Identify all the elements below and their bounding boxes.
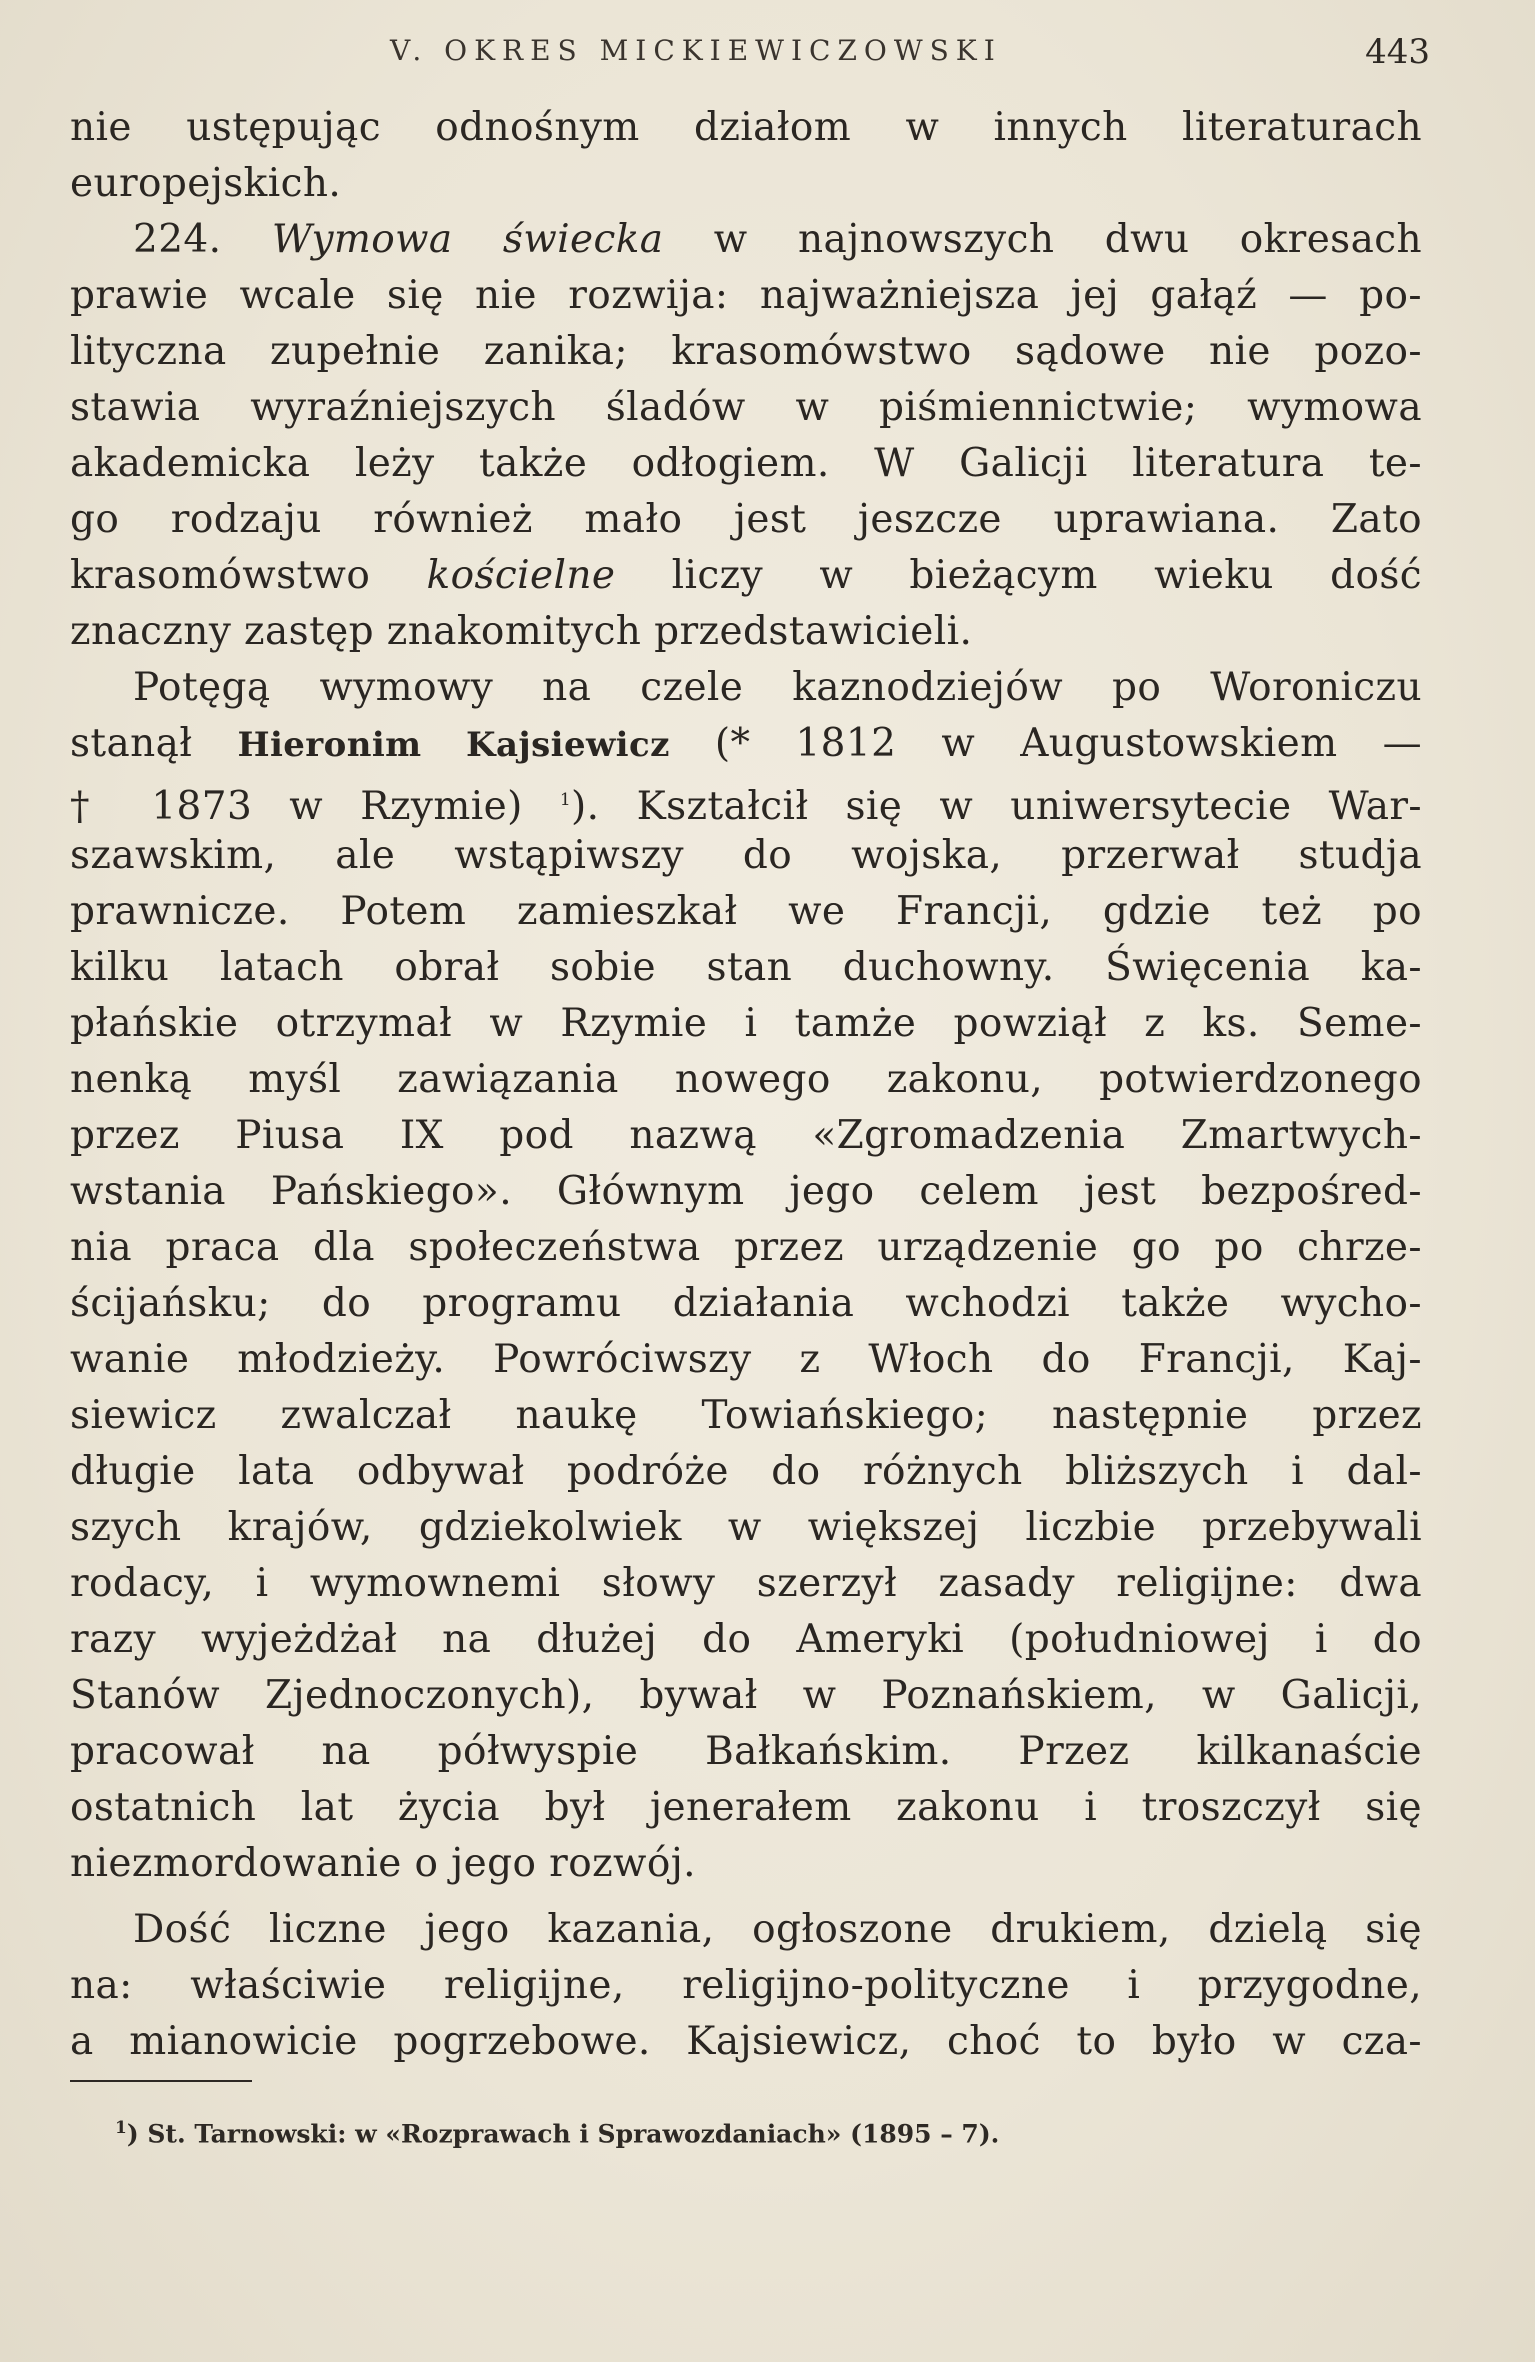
text-line: szawskim, ale wstąpiwszy do wojska, przerwał studja — [70, 833, 1422, 878]
paragraph-gap — [70, 1892, 1422, 1902]
text-line: Dość liczne jego kazania, ogłoszone drukiem, dzielą się — [133, 1907, 1422, 1952]
text-line — [70, 716, 1422, 772]
text-line: europejskich. — [70, 161, 342, 206]
text-line: a mianowicie pogrzebowe. Kajsiewicz, choć to było w cza- — [70, 2019, 1422, 2064]
text-line: ostatnich lat życia był jenerałem zakonu i troszczył się — [70, 1785, 1422, 1830]
page-number: 443 — [1365, 32, 1430, 72]
text-line: nia praca dla społeczeństwa przez urządzenie go po chrze- — [70, 1225, 1422, 1270]
footnote-text: ) St. Tarnowski: w «Rozprawach i Sprawozdaniach» (1895 – 7). — [126, 2119, 1000, 2149]
text-line: nie ustępując odnośnym działom w innych literaturach — [70, 105, 1422, 150]
emphasis-term: kościelne — [426, 553, 616, 598]
text-line: go rodzaju również mało jest jeszcze uprawiana. Zato — [70, 497, 1422, 542]
text-line: płańskie otrzymał w Rzymie i tamże powziął z ks. Seme- — [70, 1001, 1422, 1046]
text-line: nenką myśl zawiązania nowego zakonu, potwierdzonego — [70, 1057, 1422, 1102]
text-line: lityczna zupełnie zanika; krasomówstwo sądowe nie pozo- — [70, 329, 1422, 374]
text-run: krasomówstwo — [70, 553, 427, 598]
footnote-reference[interactable]: 1 — [559, 790, 572, 810]
text-line: szych krajów, gdziekolwiek w większej liczbie przebywali — [70, 1505, 1422, 1550]
text-line: rodacy, i wymownemi słowy szerzył zasady religijne: dwa — [70, 1561, 1422, 1606]
text-line — [70, 212, 1422, 268]
text-run: stanął — [70, 721, 238, 766]
text-run: † 1873 w Rzymie) — [70, 784, 560, 829]
page-header — [70, 28, 1430, 78]
person-name: Hieronim Kajsiewicz — [237, 725, 670, 765]
footnote — [115, 2118, 999, 2148]
text-line: prawie wcale się nie rozwija: najważniejsza jej gałąź — po- — [70, 273, 1422, 318]
footnote-separator — [70, 2080, 252, 2082]
text-line: akademicka leży także odłogiem. W Galicji literatura te- — [70, 441, 1422, 486]
text-line: niezmordowanie o jego rozwój. — [70, 1841, 696, 1886]
text-line: znaczny zastęp znakomitych przedstawicieli. — [70, 609, 973, 654]
text-line: wanie młodzieży. Powróciwszy z Włoch do Francji, Kaj- — [70, 1337, 1422, 1382]
text-line: wstania Pańskiego». Głównym jego celem jest bezpośred- — [70, 1169, 1422, 1214]
text-run: (* 1812 w Augustowskiem — — [669, 721, 1422, 766]
text-line: siewicz zwalczał naukę Towiańskiego; następnie przez — [70, 1393, 1422, 1438]
text-line: przez Piusa IX pod nazwą «Zgromadzenia Zmartwych- — [70, 1113, 1422, 1158]
text-line: długie lata odbywał podróże do różnych bliższych i dal- — [70, 1449, 1422, 1494]
text-line: stawia wyraźniejszych śladów w piśmiennictwie; wymowa — [70, 385, 1422, 430]
text-line: Potęgą wymowy na czele kaznodziejów po Woroniczu — [133, 665, 1422, 710]
running-head: V. OKRES MICKIEWICZOWSKI — [390, 34, 1002, 67]
text-run: w najnowszych dwu okresach — [663, 217, 1422, 262]
text-line: ścijańsku; do programu działania wchodzi także wycho- — [70, 1281, 1422, 1326]
section-number: 224. — [133, 217, 222, 262]
text-run: ). Kształcił się w uniwersytecie War- — [571, 784, 1422, 829]
text-line: prawnicze. Potem zamieszkał we Francji, gdzie też po — [70, 889, 1422, 934]
text-line — [70, 772, 1422, 828]
text-line: pracował na półwyspie Bałkańskim. Przez kilkanaście — [70, 1729, 1422, 1774]
footnote-mark: 1 — [115, 2118, 127, 2138]
text-line: na: właściwie religijne, religijno-polityczne i przygodne, — [70, 1963, 1422, 2008]
text-line: razy wyjeżdżał na dłużej do Ameryki (południowej i do — [70, 1617, 1422, 1662]
text-line — [70, 548, 1422, 604]
emphasis-term: Wymowa świecka — [271, 217, 664, 262]
body-text — [70, 100, 1422, 2070]
text-line: kilku latach obrał sobie stan duchowny. Święcenia ka- — [70, 945, 1422, 990]
text-run: liczy w bieżącym wieku dość — [615, 553, 1422, 598]
text-line: Stanów Zjednoczonych), bywał w Poznańskiem, w Galicji, — [70, 1673, 1422, 1718]
